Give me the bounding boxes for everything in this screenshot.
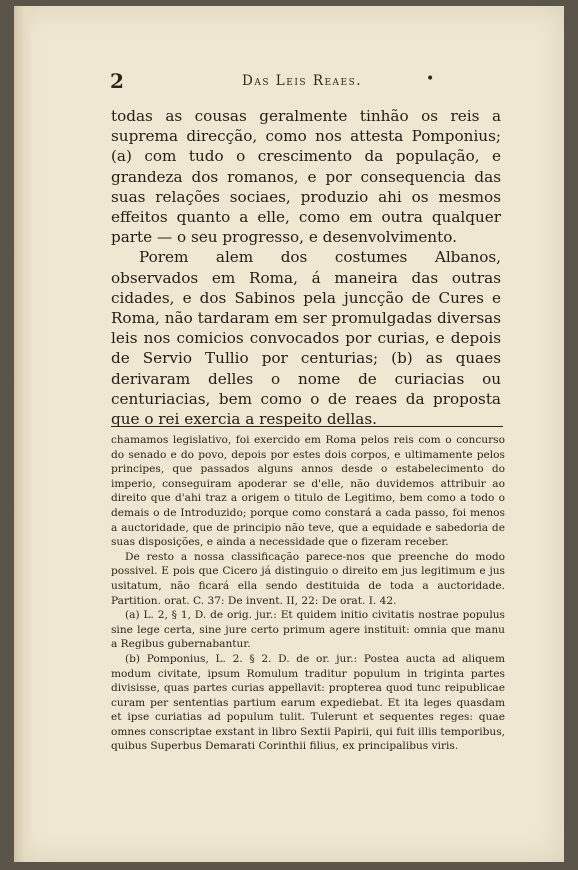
body-paragraph-1: todas as cousas geralmente tinhão os reis a suprema direcção, como nos attesta Pomponius; (a) com tudo o crescimento da população, e grandeza dos romanos, e por consequencia das suas relações sociaes, produzio ahi os mesmos effeitos quanto a elle, como em outra qualquer parte — o seu progresso, e desenvolvimento. <box>111 107 501 247</box>
footnote-continuation: chamamos legislativo, foi exercido em Roma pelos reis com o concurso do senado e do povo, depois por estes dois corpos, e ultimamente pelos principes, que passados alguns annos desde o estabelecimento do imperio, conseguiram apoderar se d'elle, não duvidemos attribuir ao direito que d'ahi traz a origem o titulo de Legitimo, bem como a todo o demais o de Introduzido; porque como constará a cada passo, foi menos a auctoridade, que de principio não teve, que a equidade e sabedoria de suas disposições, e ainda a necessidade que o fizeram receber. <box>111 434 505 549</box>
page-header <box>110 69 470 93</box>
footnote-a: (a) L. 2, § 1, D. de orig. jur.: Et quidem initio civitatis nostrae populus sine lege certa, sine jure certo primum agere instituit: omnia que manu a Regibus gubernabantur. <box>111 609 505 651</box>
footnote-rule <box>111 426 503 427</box>
header-ornament-dot: • <box>426 71 435 87</box>
footnote-b: (b) Pomponius, L. 2. § 2. D. de or. jur.: Postea aucta ad aliquem modum civitate, ipsum Romulum traditur populum in triginta partes divisisse, quas partes curias appellavit: propterea quod tunc reipublicae curam per sententias partium earum expediebat. Et ita leges quasdam et ipse curiatias ad populum tulit. Tulerunt et sequentes reges: quae omnes conscriptae exstant in libro Sextii Papirii, qui fuit illis temporibus, quibus Superbus Demarati Corinthii filius, ex principalibus viris. <box>111 652 505 753</box>
footnote-classification: De resto a nossa classificação parece-nos que preenche do modo possivel. E pois que Cicero já distinguio o direito em jus legitimum e jus usitatum, não ficará ella sendo destituida de toda a auctoridade. Partition. orat. C. 37: De invent. II, 22: De orat. I. 42. <box>111 550 505 607</box>
running-head: Das Leis Reaes. <box>242 73 363 89</box>
page-spine-shadow <box>14 6 32 862</box>
main-text <box>111 106 501 429</box>
book-page <box>14 6 564 862</box>
footnotes <box>111 433 505 754</box>
body-paragraph-2: Porem alem dos costumes Albanos, observados em Roma, á maneira das outras cidades, e dos Sabinos pela juncção de Cures e Roma, não tardaram em ser promulgadas diversas leis nos comicios convocados por curias, e depois de Servio Tullio por centurias; (b) as quaes derivaram delles o nome de curiacias ou centuriacias, bem como o de reaes da proposta que o rei exercia a respeito dellas. <box>111 248 501 429</box>
page-number: 2 <box>110 69 124 93</box>
